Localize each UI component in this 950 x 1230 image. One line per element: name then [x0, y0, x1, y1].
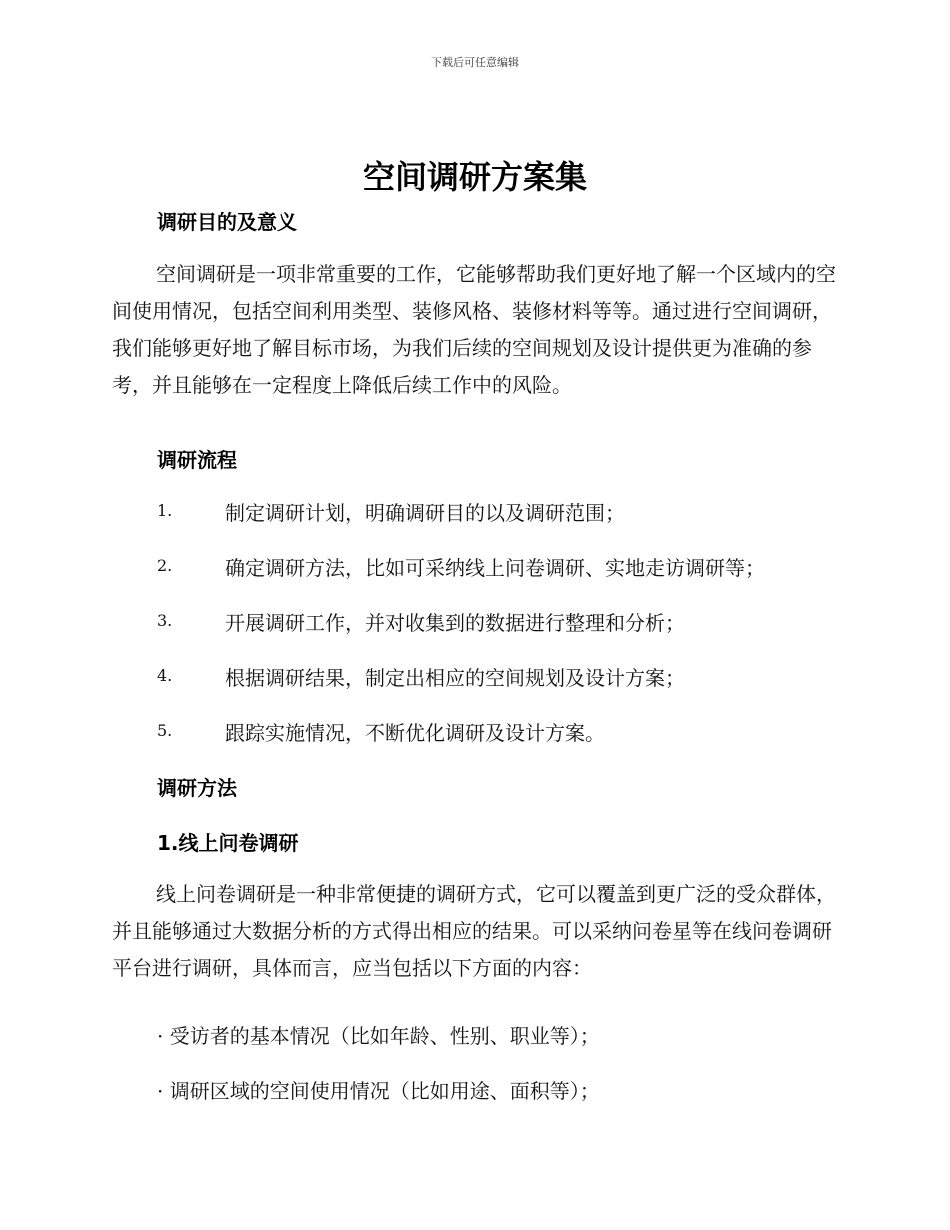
- heading-purpose: 调研目的及意义: [157, 210, 297, 234]
- list-text: 制定调研计划，明确调研目的以及调研范围；: [225, 501, 625, 525]
- heading-methods: 调研方法: [157, 776, 237, 800]
- bullet-item: · 受访者的基本情况（比如年龄、性别、职业等）；: [157, 1024, 600, 1048]
- list-item: [157, 717, 837, 747]
- list-item: [157, 662, 837, 692]
- list-number: 1.: [157, 501, 173, 520]
- list-text: 确定调研方法，比如可采纳线上问卷调研、实地走访调研等；: [225, 556, 765, 580]
- subheading-online-survey: 1.线上问卷调研: [157, 831, 299, 855]
- list-text: 开展调研工作，并对收集到的数据进行整理和分析；: [225, 611, 685, 635]
- list-item: [157, 607, 837, 637]
- paragraph-purpose: 空间调研是一项非常重要的工作，它能够帮助我们更好地了解一个区域内的空间使用情况，包括空间利用类型、装修风格、装修材料等等。通过进行空间调研，我们能够更好地了解目标市场，为我们后续的空间规划及设计提供更为准确的参考，并且能够在一定程度上降低后续工作中的风险。: [112, 262, 836, 397]
- list-number: 2.: [157, 556, 173, 575]
- list-item: [157, 497, 837, 527]
- paragraph-online-survey: 线上问卷调研是一种非常便捷的调研方式，它可以覆盖到更广泛的受众群体，并且能够通过大数据分析的方式得出相应的结果。可以采纳问卷星等在线问卷调研平台进行调研，具体而言，应当包括以下方面的内容：: [112, 882, 836, 980]
- bullet-item: · 调研区域的空间使用情况（比如用途、面积等）；: [157, 1079, 600, 1103]
- list-text: 根据调研结果，制定出相应的空间规划及设计方案；: [225, 666, 685, 690]
- list-item: [157, 552, 837, 582]
- list-text: 跟踪实施情况，不断优化调研及设计方案。: [225, 721, 605, 745]
- header-note: 下载后可任意编辑: [431, 56, 519, 69]
- heading-process: 调研流程: [157, 448, 237, 472]
- list-number: 4.: [157, 666, 173, 685]
- list-number: 5.: [157, 721, 173, 740]
- list-number: 3.: [157, 611, 173, 630]
- document-title: 空间调研方案集: [362, 158, 587, 196]
